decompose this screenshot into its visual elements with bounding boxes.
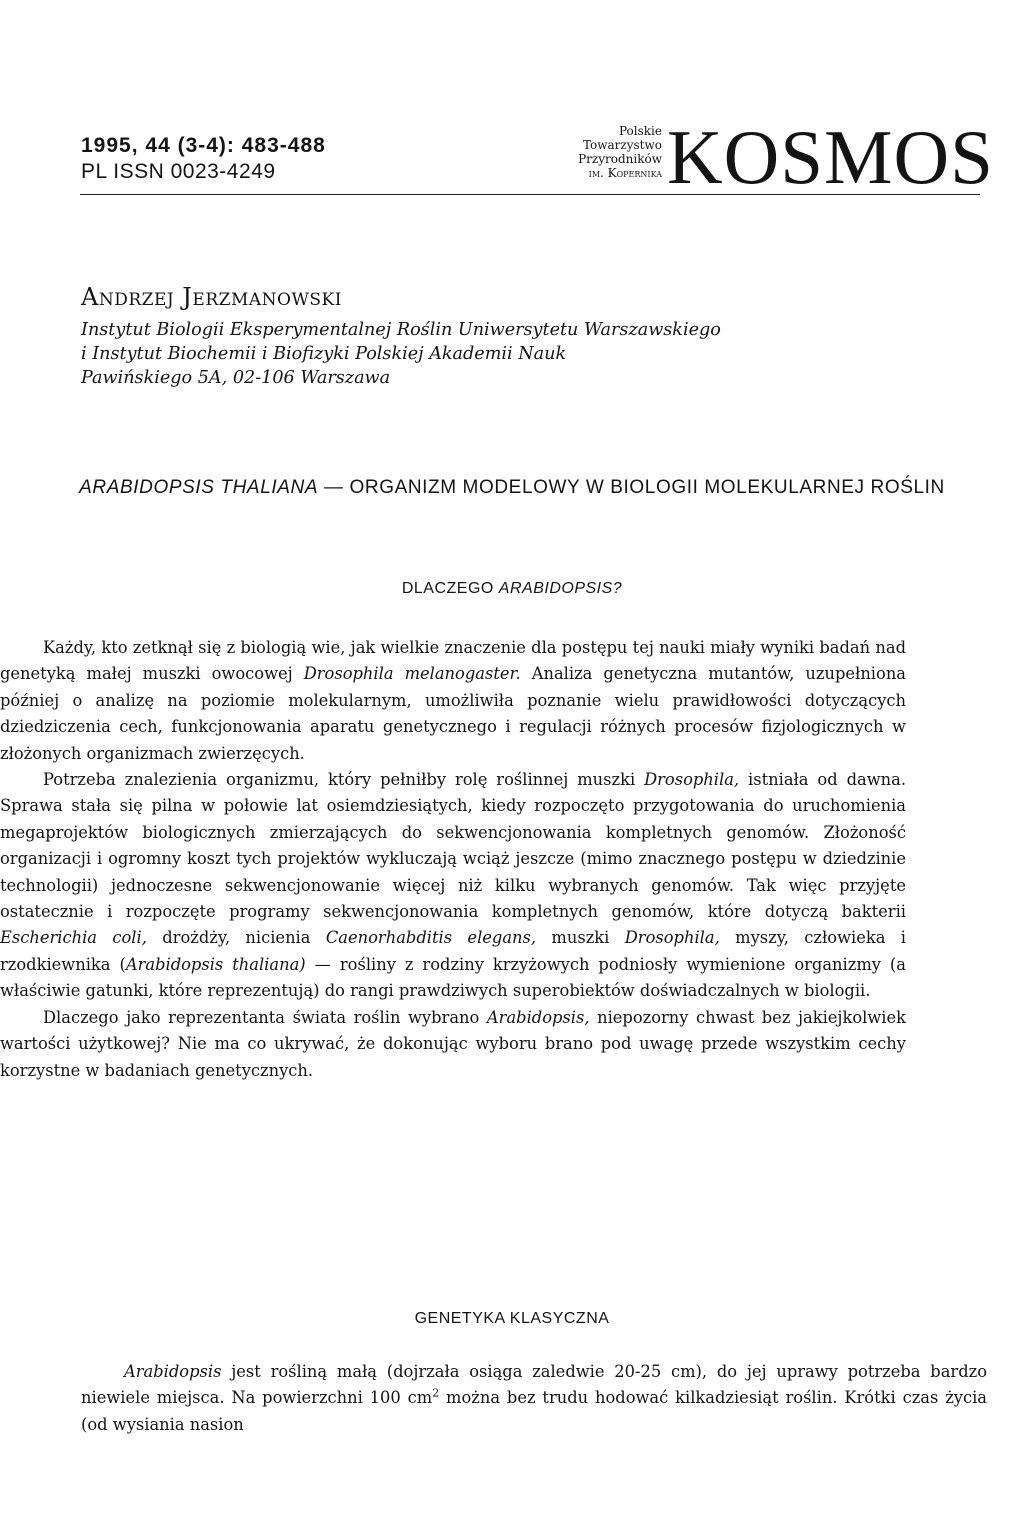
title-rest: — ORGANIZM MODELOWY W BIOLOGII MOLEKULARNEJ ROŚLIN	[324, 477, 945, 498]
paragraph	[0, 1005, 906, 1084]
body-text-column	[0, 635, 906, 1084]
journal-title: KOSMOS	[667, 114, 994, 200]
affiliation-line: Pawińskiego 5A, 02-106 Warszawa	[81, 368, 391, 388]
section-heading-italic: ARABIDOPSIS?	[498, 580, 623, 597]
section-heading	[60, 1310, 964, 1328]
journal-citation-block	[81, 133, 326, 185]
section-heading-text: DLACZEGO	[401, 580, 494, 597]
italic-run: Drosophila melanogaster.	[303, 664, 521, 684]
affiliation-line: Instytut Biologii Eksperymentalnej Roślin Uniwersytetu Warszawskiego	[81, 320, 721, 340]
text-run: istniała od dawna. Sprawa stała się pilna w połowie lat osiemdziesiątych, kiedy rozpoczęto przygotowania do uruchomienia megaprojektów biologicznych zmierzających do sekwencjonowania kompletnych genomów. Złożoność organizacji i ogromny koszt tych projektów wykluczają wciąż jeszcze (mimo znacznego postępu w dziedzinie technologii) jednoczesne sekwencjonowanie więcej niż kilku wybranych genomów. Tak więc przyjęte ostatecznie i rozpoczęte programy sekwencjonowania kompletnych genomów, które dotyczą bakterii	[0, 770, 906, 922]
superscript: 2	[432, 1386, 440, 1400]
italic-run: Arabidopsis,	[486, 1007, 590, 1027]
text-run: można bez trudu hodować kilkadziesiąt roślin. Krótki czas życia (od wysiania nasion	[81, 1388, 988, 1434]
article-title	[60, 472, 964, 504]
issn: PL ISSN 0023-4249	[81, 160, 276, 183]
italic-run: Drosophila,	[624, 928, 720, 948]
society-line: Przyrodników	[578, 152, 662, 166]
text-run: jest rośliną małą (dojrzała osiąga zaledwie 20-25 cm), do jej uprawy potrzeba bardzo niewiele miejsca. Na powierzchni 100 cm	[81, 1362, 987, 1408]
text-run: Każdy, kto zetknął się z biologią wie, jak wielkie znaczenie dla postępu tej nauki miały wyniki badań nad genetyką małej muszki owocowej	[0, 638, 906, 684]
author-name: Andrzej Jerzmanowski	[81, 283, 342, 311]
section-heading-text: GENETYKA KLASYCZNA	[414, 1310, 610, 1327]
affiliation-line: i Instytut Biochemii i Biofizyki Polskiej Akademii Nauk	[81, 344, 567, 364]
text-run: myszy, człowieka i rzodkiewnika (	[0, 928, 906, 974]
header-rule	[80, 194, 980, 195]
society-line: Towarzystwo	[582, 138, 662, 152]
section-heading	[60, 580, 964, 598]
text-run: — rośliny z rodziny krzyżowych podniosły wymienione organizmy (a właściwie gatunki, które reprezentują) do rangi prawdziwych superobiektów doświadczalnych w biologii.	[0, 954, 906, 1001]
society-line: im. Kopernika	[588, 166, 662, 180]
italic-run: Caenorhabditis elegans,	[325, 928, 537, 948]
society-logo-text	[540, 124, 662, 180]
text-run: muszki	[536, 928, 625, 948]
italic-run: Escherichia coli,	[0, 928, 147, 948]
paragraph	[0, 635, 906, 767]
title-italic: ARABIDOPSIS THALIANA	[79, 477, 319, 498]
text-run: Analiza genetyczna mutantów, uzupełniona później o analizę na poziomie molekularnym, umożliwiła poznanie wielu prawidłowości dotyczących dziedziczenia cech, funkcjonowania aparatu genetycznego i regulacji różnych procesów fizjologicznych w złożonych organizmach zwierzęcych.	[0, 664, 907, 763]
text-run: niepozorny chwast bez jakiejkolwiek wartości użytkowej? Nie ma co ukrywać, że dokonując wyboru brano pod uwagę przede wszystkim cechy korzystne w badaniach genetycznych.	[0, 1007, 906, 1080]
italic-run: Drosophila,	[644, 770, 740, 790]
text-run: Dlaczego jako reprezentanta świata roślin wybrano	[43, 1007, 487, 1027]
italic-run: Arabidopsis thaliana)	[125, 954, 306, 974]
society-line: Polskie	[618, 124, 662, 138]
paragraph	[81, 1359, 987, 1438]
affiliation-block	[81, 318, 721, 390]
text-run: drożdży, nicienia	[146, 928, 326, 948]
text-run: Potrzeba znalezienia organizmu, który pełniłby rolę roślinnej muszki	[43, 770, 645, 790]
italic-run: Arabidopsis	[124, 1362, 222, 1381]
paragraph	[0, 767, 906, 1005]
citation: 1995, 44 (3-4): 483-488	[81, 134, 326, 157]
